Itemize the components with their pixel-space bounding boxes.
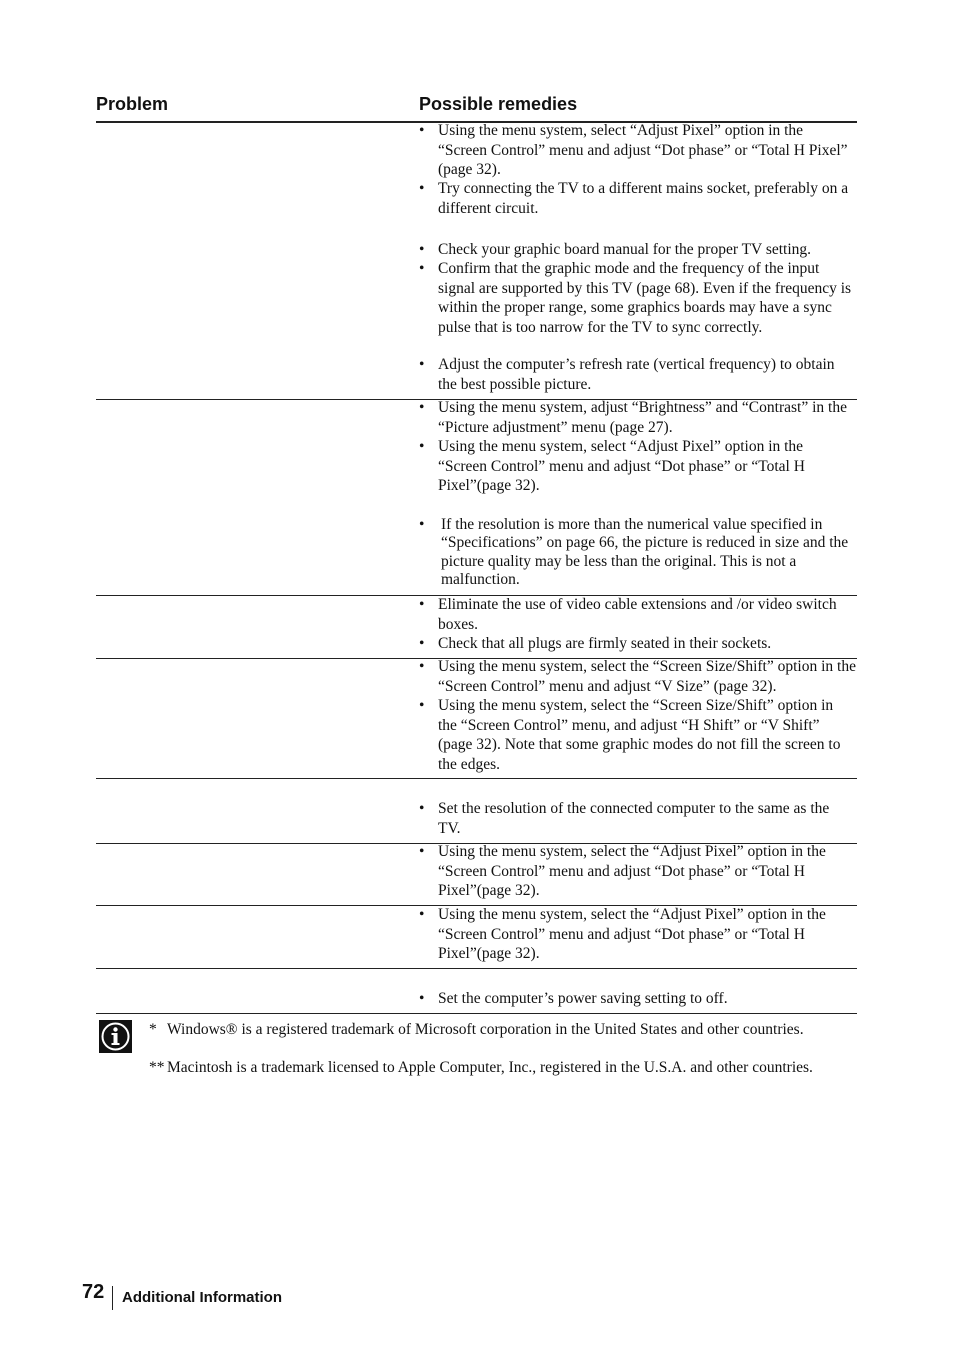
footnote-marker: * bbox=[149, 1021, 157, 1038]
remedy-item: • Eliminate the use of video cable extensions and /or video switch boxes. bbox=[419, 596, 837, 633]
remedy-item: • Using the menu system, select the “Screen Size/Shift” option in the “Screen Control” menu and adjust “V Size” (page 32). bbox=[419, 658, 856, 695]
remedy-item: • Using the menu system, select “Adjust Pixel” option in the “Screen Control” menu and adjust “Dot phase” or “Total H Pixel”(page 32). bbox=[419, 438, 805, 494]
remedy-item: • Check that all plugs are firmly seated in their sockets. bbox=[419, 635, 772, 652]
remedy-item: • Set the computer’s power saving setting to off. bbox=[419, 990, 728, 1007]
footnote-marker: ** bbox=[149, 1059, 165, 1076]
row-divider bbox=[96, 778, 857, 779]
remedy-item: • If the resolution is more than the numerical value specified in “Specifications” on page 66, the picture is reduced in size and the picture quality may be less than the original. This is not a malfunction. bbox=[419, 516, 849, 588]
remedy-item: • Adjust the computer’s refresh rate (vertical frequency) to obtain the best possible picture. bbox=[419, 356, 835, 393]
row-divider bbox=[96, 1013, 857, 1014]
footer-divider bbox=[112, 1286, 113, 1310]
windows-trademark-note: Windows® is a registered trademark of Microsoft corporation in the United States and other countries. bbox=[167, 1021, 804, 1038]
remedy-item: • Using the menu system, select the “Adjust Pixel” option in the “Screen Control” menu and adjust “Dot phase” or “Total H Pixel”(page 32). bbox=[419, 906, 826, 962]
remedy-item: • Using the menu system, select the “Screen Size/Shift” option in the “Screen Control” menu, and adjust “H Shift” or “V Shift” (page 32). Note that some graphic modes do not fill the screen to the edges. bbox=[419, 697, 841, 773]
remedy-item: • Confirm that the graphic mode and the frequency of the input signal are supported by this TV (page 68). Even if the frequency is within the proper range, some graphics boards may have a sync pulse that is too narrow for the TV to sync correctly. bbox=[419, 260, 852, 336]
remedy-item: • Try connecting the TV to a different mains socket, preferably on a different circuit. bbox=[419, 180, 849, 217]
row-divider bbox=[96, 968, 857, 969]
remedy-item: • Set the resolution of the connected computer to the same as the TV. bbox=[419, 800, 830, 837]
page-number: 72 bbox=[82, 1281, 105, 1303]
macintosh-trademark-note: Macintosh is a trademark licensed to Apple Computer, Inc., registered in the U.S.A. and other countries. bbox=[167, 1059, 813, 1076]
remedy-item: • Check your graphic board manual for the proper TV setting. bbox=[419, 241, 812, 258]
remedy-item: • Using the menu system, select the “Adjust Pixel” option in the “Screen Control” menu and adjust “Dot phase” or “Total H Pixel”(page 32). bbox=[419, 843, 826, 899]
section-title: Additional Information bbox=[122, 1289, 282, 1306]
problem-column-header: Problem bbox=[96, 94, 169, 114]
remedies-column-header: Possible remedies bbox=[419, 94, 578, 114]
info-icon bbox=[99, 1020, 132, 1053]
remedy-item: • Using the menu system, adjust “Brightness” and “Contrast” in the “Picture adjustment” menu (page 27). bbox=[419, 399, 847, 436]
remedy-item: • Using the menu system, select “Adjust Pixel” option in the “Screen Control” menu and adjust “Dot phase” or “Total H Pixel” (page 32). bbox=[419, 122, 848, 178]
